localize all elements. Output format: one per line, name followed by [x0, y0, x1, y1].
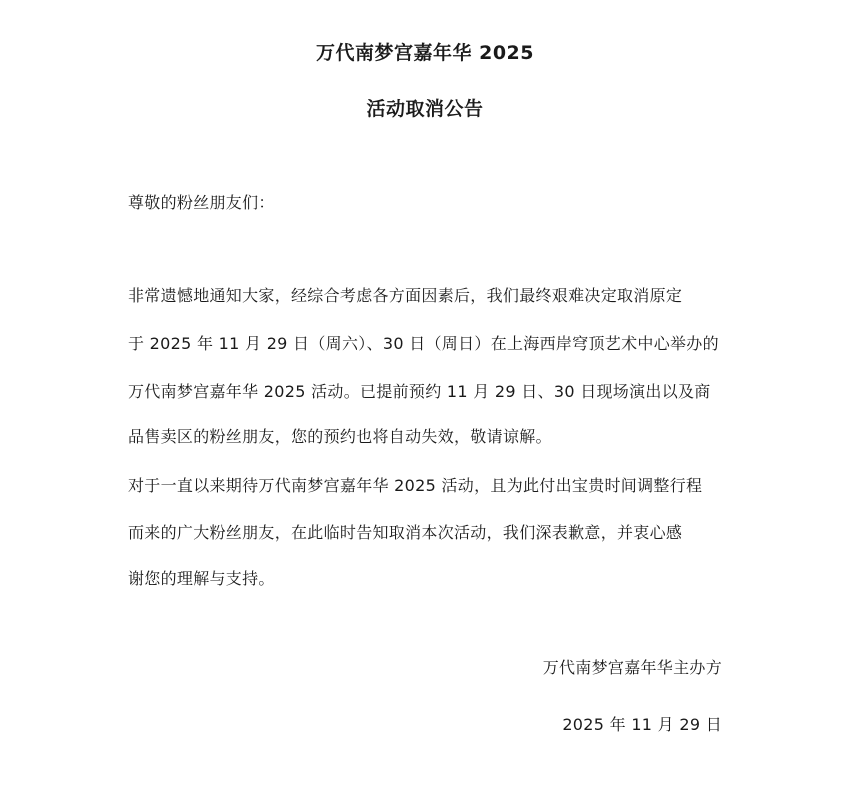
paragraph-1-line: 于 2025 年 11 月 29 日（周六）、30 日（周日）在上海西岸穹顶艺术中心举办的: [128, 334, 719, 353]
greeting: 尊敬的粉丝朋友们：: [128, 193, 275, 212]
paragraph-1-line: 品售卖区的粉丝朋友，您的预约也将自动失效，敬请谅解。: [128, 427, 552, 446]
organizer-signature: 万代南梦宫嘉年华主办方: [542, 658, 722, 677]
paragraph-2-line: 而来的广大粉丝朋友，在此临时告知取消本次活动，我们深表歉意，并衷心感: [128, 523, 683, 542]
document-title: 万代南梦宫嘉年华 2025: [316, 42, 534, 64]
paragraph-1-line: 非常遗憾地通知大家，经综合考虑各方面因素后，我们最终艰难决定取消原定: [128, 286, 683, 305]
signature-date: 2025 年 11 月 29 日: [562, 715, 722, 734]
document-subtitle: 活动取消公告: [366, 98, 484, 120]
paragraph-1-line: 万代南梦宫嘉年华 2025 活动。已提前预约 11 月 29 日、30 日现场演出以及商: [128, 382, 711, 401]
paragraph-2-line: 谢您的理解与支持。: [128, 569, 275, 588]
paragraph-2-line: 对于一直以来期待万代南梦宫嘉年华 2025 活动，且为此付出宝贵时间调整行程: [128, 476, 703, 495]
